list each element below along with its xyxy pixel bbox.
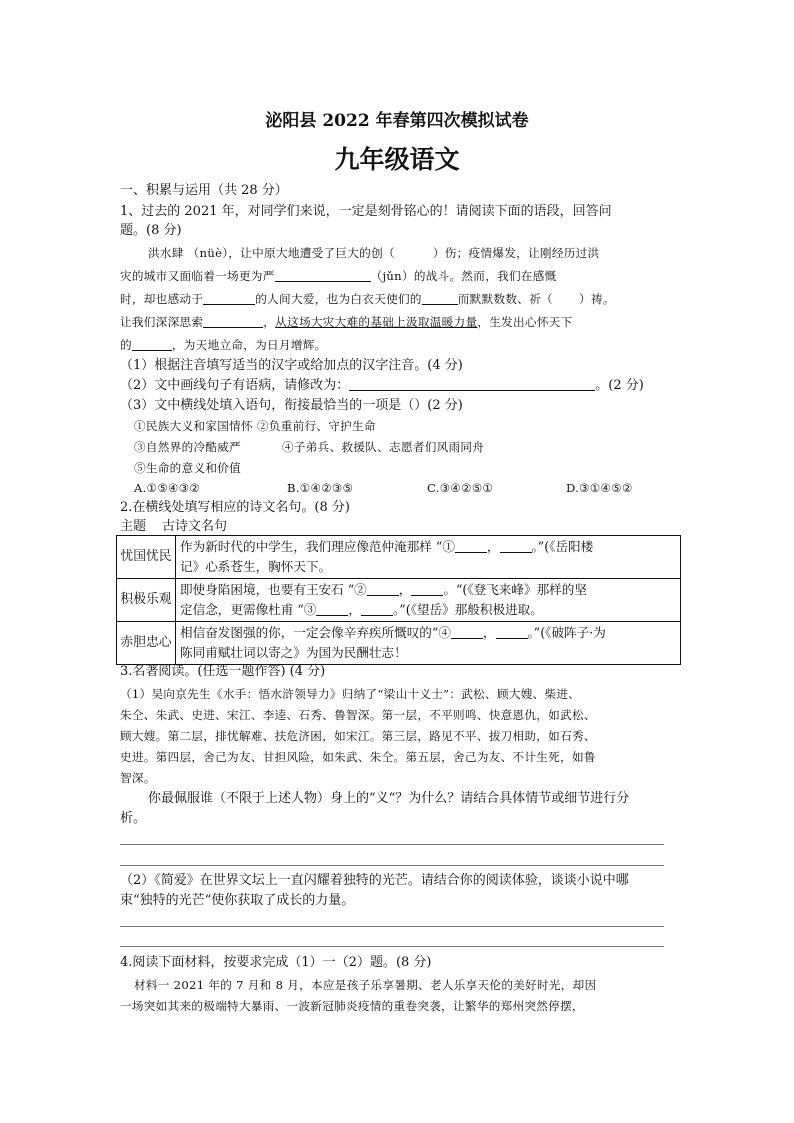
choice-a[interactable]: A.①⑤④③② (134, 481, 201, 495)
table-row (117, 536, 681, 579)
answer-blank[interactable] (411, 584, 443, 596)
answer-blank[interactable] (451, 627, 483, 639)
choice-c[interactable]: C.③④②⑤① (427, 481, 494, 495)
q3-s1-question-line1: 你最佩服谁（不限于上述人物）身上的“义“？为什么？请结合具体情节或细节进行分 (148, 791, 630, 806)
q1-passage-line3: 时，却也感动于 的人间大爱，也为白衣天使们的 而默默数数、祈（ ）祷。 (120, 292, 615, 306)
answer-blank[interactable] (455, 541, 487, 553)
table-header-topic: 主题 (120, 519, 147, 534)
table-row (117, 622, 681, 665)
q3-s1-line1: （1）吴向京先生《水手：悟水浒领导力》归纳了“梁山十义士”：武松、顾大嫂、柴进、 (120, 687, 581, 701)
q4-prompt: 4.阅读下面材料，按要求完成（1）一（2）题。(8 分) (120, 955, 432, 970)
subject-title: 九年级语文 (334, 145, 460, 174)
choice-b[interactable]: B.①④②③⑤ (287, 481, 354, 495)
verse-cell: 作为新时代的中学生，我们理应像范仲淹那样 “① ， 。”(《岳阳楼 记》心系苍生，胸怀天下。 (176, 536, 681, 579)
q3-s2-line1: （2）《简爱》在世界文坛上一直闪耀着独特的光芒。请结合你的阅读体验，谈谈小说中哪 (120, 873, 629, 888)
table-header-verse: 古诗文名句 (162, 519, 228, 534)
q1-subquestion-1: （1）根据注音填写适当的汉字或给加点的汉字注音。(4 分) (120, 358, 463, 373)
q1-prompt-line1: 1、过去的 2021 年，对同学们来说，一定是刻骨铭心的！请阅读下面的语段，回答问 (120, 204, 612, 219)
q1-passage-line5: 的 ，为天地立命，为日月增辉。 (120, 338, 327, 352)
answer-line[interactable] (120, 865, 664, 866)
answer-blank[interactable] (132, 339, 172, 351)
q4-material-line1: 材料一 2021 年的 7 月和 8 月，本应是孩子乐享暑期、老人乐享天伦的美好时光，却因 (134, 978, 597, 992)
q3-prompt: 3.名著阅读。(任选一题作答) (4 分) (120, 664, 326, 679)
topic-cell: 赤胆忠心 (117, 622, 176, 665)
q3-s1-question-line2: 析。 (120, 811, 147, 826)
q3-s1-line5: 智深。 (120, 771, 156, 785)
q1-option-line1: ①民族大义和家国情怀 ②负重前行、守护生命 (134, 419, 376, 433)
q4-material-line2: 一场突如其来的极端特大暴雨、一波新冠肺炎疫情的重卷突袭，让繁华的郑州突然停摆， (120, 999, 584, 1013)
q1-option-line2a: ③自然界的冷酷威严 (134, 440, 242, 454)
section-heading: 一、积累与运用（共 28 分） (120, 183, 288, 198)
choice-d[interactable]: D.③①④⑤② (566, 481, 633, 495)
answer-blank[interactable] (496, 627, 528, 639)
answer-line[interactable] (120, 946, 664, 947)
q3-s1-line3: 顾大嫂。第二层，排忧解难、扶危济困，如宋江。第三层，路见不平、拔刀相助，如石秀、 (120, 729, 596, 743)
answer-blank[interactable] (316, 604, 348, 616)
answer-blank[interactable] (367, 584, 399, 596)
faulty-sentence: 从这场大灾大难的基础上汲取温暖力量 (275, 315, 478, 329)
answer-blank[interactable] (361, 604, 393, 616)
q1-passage-line1: 洪水肆 （nüè），让中原大地遭受了巨大的创（ ）伤；疫情爆发，让刚经历过洪 (148, 246, 600, 260)
verse-cell: 相信奋发图强的你，一定会像辛弃疾所慨叹的“④ ， 。”(《破阵子·为 陈同甫赋壮词以寄之》为国为民酬壮志！ (176, 622, 681, 665)
q1-passage-line4: 让我们深深思索 ，从这场大灾大难的基础上汲取温暖力量，生发出心怀天下 (120, 315, 573, 329)
q1-passage-line2: 灾的城市又面临着一场更为严 （jǔn）的战斗。然而，我们在感慨 (120, 269, 557, 283)
q1-subquestion-2: （2）文中画线句子有语病，请修改为： 。(2 分) (120, 378, 644, 393)
answer-blank[interactable] (349, 379, 595, 391)
table-row (117, 579, 681, 622)
q3-s1-line4: 史进。第四层，舍己为友、甘担风险，如朱武、朱仝。第五层，舍己为友、不计生死，如鲁 (120, 750, 596, 764)
q2-prompt: 2.在横线处填写相应的诗文名句。(8 分) (120, 500, 350, 515)
q1-option-line2b: ④子弟兵、救援队、志愿者们风雨同舟 (282, 440, 485, 454)
topic-cell: 积极乐观 (117, 579, 176, 622)
answer-blank[interactable] (203, 293, 255, 305)
answer-blank[interactable] (422, 293, 458, 305)
q1-prompt-line2: 题。(8 分) (120, 223, 182, 238)
q3-s2-line2: 束“独特的光芒“使你获取了成长的力量。 (120, 893, 355, 908)
answer-line[interactable] (120, 926, 664, 927)
answer-line[interactable] (120, 844, 664, 845)
poem-table (116, 535, 681, 665)
answer-blank[interactable] (203, 316, 263, 328)
q3-s1-line2: 朱仝、朱武、史进、宋江、李逵、石秀、鲁智深。第一层，不平则鸣、快意恩仇，如武松、 (120, 708, 596, 722)
verse-cell: 即使身陷困境，也要有王安石 “② ， 。“(《登飞来峰》那样的坚 定信念，更需像杜甫 “③ ， 。”(《望岳》那般积极进取。 (176, 579, 681, 622)
exam-title: 泌阳县 2022 年春第四次模拟试卷 (265, 111, 529, 131)
answer-blank[interactable] (500, 541, 532, 553)
topic-cell: 忧国忧民 (117, 536, 176, 579)
q1-subquestion-3: （3）文中横线处填入语句，衔接最恰当的一项是（）(2 分) (120, 398, 463, 413)
q1-option-line3: ⑤生命的意义和价值 (134, 461, 242, 475)
answer-blank[interactable] (275, 270, 371, 282)
